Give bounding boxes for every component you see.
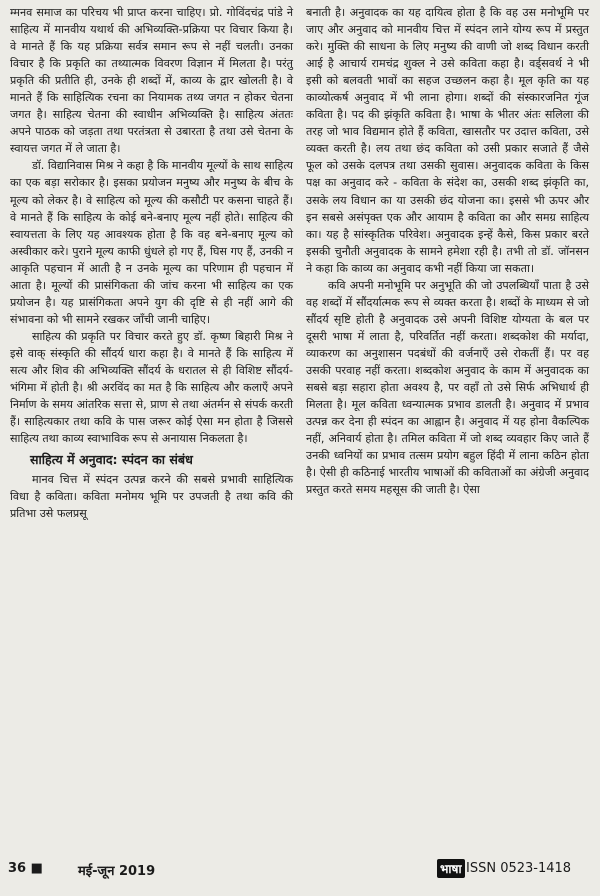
page-footer [0,855,600,885]
paragraph: डॉ. विद्यानिवास मिश्र ने कहा है कि मानवीय मूल्यों के साथ साहित्य का एक बड़ा सरोकार है। इसका प्रयोजन मनुष्य और मनुष्य के बीच के मूल्य को लेकर है। वे साहित्य को मूल्य की कसौटी पर कसना चाहते हैं। वे मानते हैं कि साहित्य के कोई बने-बनाए मूल्य नहीं होते। साहित्य की स्वायत्तता के लिए यह आवश्यक होता है कि वह बने-बनाए मूल्य को अस्वीकार करे। पुराने मूल्य काफी धुंधले हो गए हैं, घिस गए हैं, उनकी न आकृति पहचान में आती है न उनके मूल्य का परिणाम ही पहचान में आता है। मूल्यों की प्रासंगिकता की जांच करना भी साहित्य का एक प्रयोजन है। यह प्रासंगिकता अपने युग की दृष्टि से ही नहीं आगे की संभावना को भी सामने रखकर जाँची जानी चाहिए। [10,159,293,326]
paragraph: कवि अपनी मनोभूमि पर अनुभूति की जो उपलब्धियाँ पाता है उसे वह शब्दों में सौंदर्यात्मक रूप से व्यक्त करता है। शब्दों के माध्यम से जो सौंदर्य सृष्टि होती है अनुवादक उसे अपनी विशिष्ट योग्यता के बल पर दूसरी भाषा में लाता है, परिवर्तित नहीं करता। शब्दकोश की मर्यादा, व्याकरण का अनुशासन पदबंधों की वर्जनाएँ उसे रोकतीं हैं। पर वह उसकी परवाह नहीं करता। शब्दकोश अनुवाद के काम में अनुवादक का सबसे बड़ा सहारा होता अवश्य है, पर वहाँ तो उसे सिर्फ अभिधार्थ ही मिलता है। मूल कविता ध्वन्यात्मक प्रभाव डालती है। अनुवाद में प्रभाव उत्पन्न कर देना ही स्पंदन का आह्वान है। अनुवाद में यह होना वैकल्पिक नहीं, अनिवार्य होता है। तमिल कविता में जो शब्द व्यवहार किए जाते हैं उनकी ध्वनियों का प्रभाव तत्सम प्रयोग बहुल हिंदी में लाना कठिन होता है। ऐसी ही कठिनाई भारतीय भाषाओं की कविताओं का अंग्रेजी अनुवाद प्रस्तुत करते समय महसूस की जाती है। ऐसा [306,278,589,497]
right-column [306,4,589,498]
magazine-logo: भाषा [437,859,465,878]
paragraph: बनाती है। अनुवादक का यह दायित्व होता है कि वह उस मनोभूमि पर जाए और अनुवाद को मानवीय चित्त में स्पंदन लाने योग्य रूप में प्रस्तुत करे। मुक्ति की साधना के लिए मनुष्य की वाणी जो शब्द विधान करती आई है आचार्य रामचंद्र शुक्ल ने उसे कविता कहा है। वर्ड्सवर्थ ने भी इसी को बलवती भावों का सहज उच्छलन कहा है। मूल कृति का यह काव्योत्कर्ष अनुवाद में भी लाना होगा। शब्दों की संस्कारजनित गूंज कविता है। पद की झंकृति कविता है। भाषा के भीतर अंतः सलिला की तरह जो भाव विद्यमान होते हैं कविता, खासतौर पर उदात्त कविता, उसे व्यक्त करती है। लय तथा छंद कविता को उसी प्रकार सजाते हैं जैसे फूल को उसके दलपत्र तथा उसकी सुवास। अनुवादक कविता के किस पक्ष का अनुवाद करे - कविता के संदेश का, उसकी शब्द झंकृति का, उसके लय विधान का या उसकी छंद योजना का। इससे भी ऊपर और इन सबसे असंपृक्त एक और आयाम है कविता का और समग्र साहित्य का। यह है सांस्कृतिक परिवेश। अनुवादक इन्हें कैसे, किस प्रकार बरते इसकी चुनौती अनुवादक के सामने हमेशा रही है। तभी तो डॉ. जॉनसन ने कहा कि काव्य का अनुवाद कभी नहीं किया जा सकता। [306,6,589,275]
page-number: 36 ■ [8,861,43,876]
paragraph: म्मनव समाज का परिचय भी प्राप्त करना चाहिए। प्रो. गोविंदचंद्र पांडे ने साहित्य में मानवीय यथार्थ की अभिव्यक्ति-प्रक्रिया पर विचार किया है। वे मानते हैं कि यह प्रक्रिया सर्वत्र समान रूप से नहीं चलती। उनका विचार है कि प्रकृति का तथ्यात्मक विवरण विज्ञान में मिलता है। परंतु प्रकृति की प्रतीति ही, उनके ही शब्दों में, काव्य के द्वार खोलती है। वे मानते हैं कि साहित्यिक रचना का नियामक तथ्य जगत न होकर चेतना जगत है। साहित्य चेतना की स्वाधीन अभिव्यक्ति है। साहित्य अंततः अपने पाठक को जड़ता तथा परतंत्रता से उबारता है तथा उसे चेतना के स्वायत्त जगत में ले जाता है। [10,6,293,156]
left-column [10,4,293,522]
paragraph: मानव चित्त में स्पंदन उत्पन्न करने की सबसे प्रभावी साहित्यिक विधा है कविता। कविता मनोमय भूमि पर उपजती है तथा कवि की प्रतिभा उसे फलप्रसू [10,473,293,521]
issn-number: ISSN 0523-1418 [466,861,572,876]
paragraph: साहित्य की प्रकृति पर विचार करते हुए डॉ. कृष्ण बिहारी मिश्र ने इसे वाक् संस्कृति की सौंदर्य धारा कहा है। वे मानते हैं कि साहित्य में सत्य और शिव की अभिव्यक्ति सौंदर्य के धरातल से ही विशिष्ट सौंदर्य-भंगिमा में होती है। श्री अरविंद का मत है कि साहित्य और कलाएँ अपने निर्माण के समय आंतरिक सत्ता से, प्राण से तथा अंतर्मन से संपर्क करती हैं। साहित्यकार तथा कवि के पास जरूर कोई ऐसा मन होता है जिससे साहित्य तथा काव्य स्वाभाविक रूप से अनायास निकलता है। [10,329,293,446]
section-heading: साहित्य में अनुवाद: स्पंदन का संबंध [30,452,193,468]
issue-date: मई-जून 2019 [78,864,156,879]
